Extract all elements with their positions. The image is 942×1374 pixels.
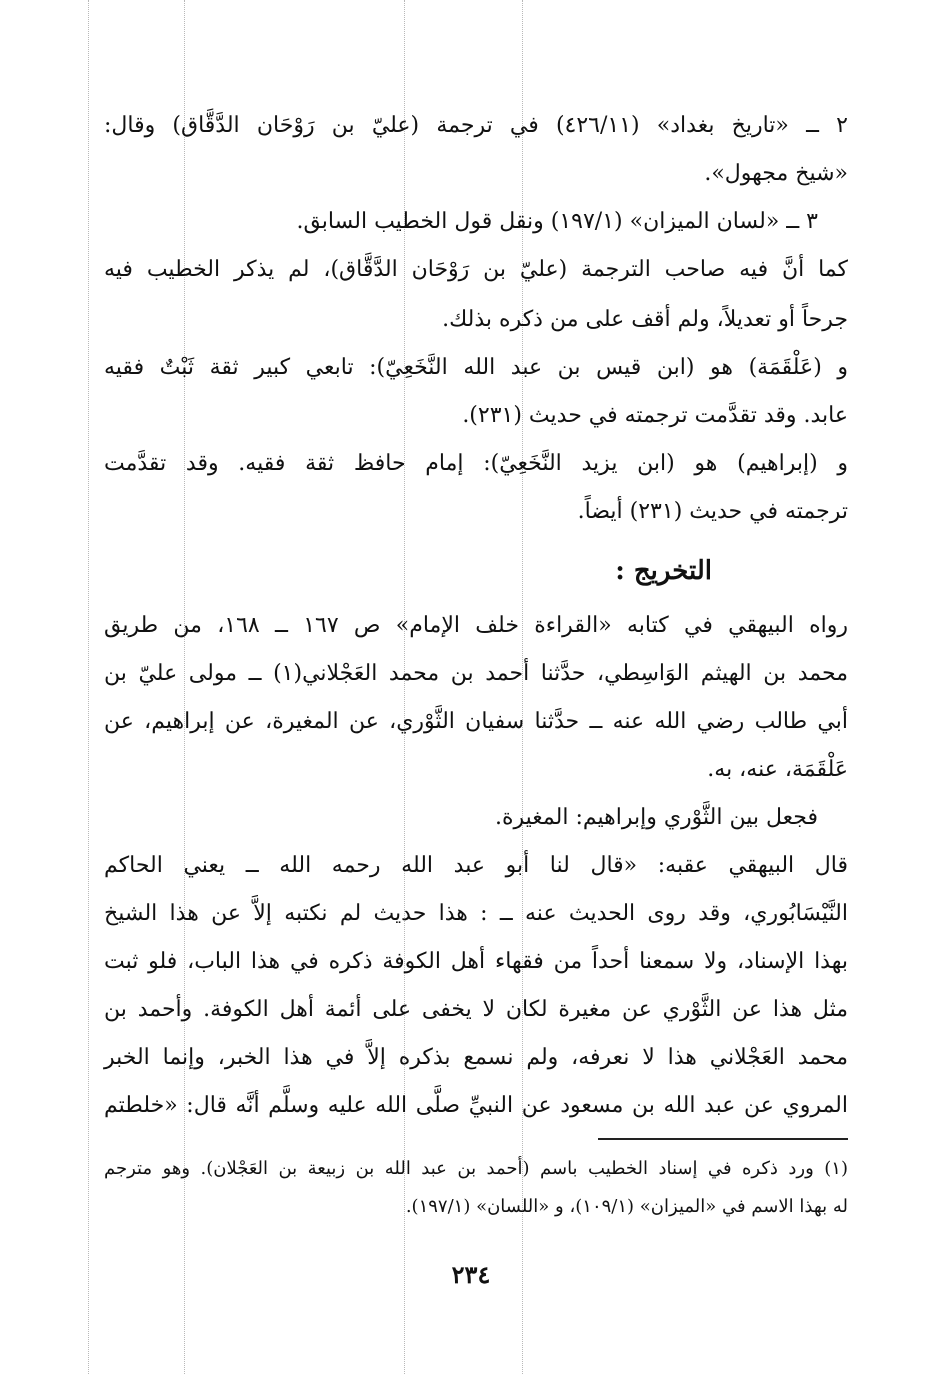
text-line: ٢ ــ «تاريخ بغداد» (٤٢٦/١١) في ترجمة (عليّ بن رَوْحَان الدَّقَّاق) وقال: xyxy=(104,113,848,138)
text-line: «شيخ مجهول». xyxy=(704,161,848,186)
text-line: فجعل بين الثَّوْري وإبراهيم: المغيرة. xyxy=(495,805,818,830)
text-line: جرحاً أو تعديلاً، ولم أقف على من ذكره بذلك. xyxy=(442,307,848,332)
text-line: ترجمته في حديث (٢٣١) أيضاً. xyxy=(577,499,848,524)
text-line: ٣ ــ «لسان الميزان» (١٩٧/١) ونقل قول الخطيب السابق. xyxy=(296,209,818,234)
footnote-divider xyxy=(598,1138,848,1140)
footnote-line: (١) ورد ذكره في إسناد الخطيب باسم (أحمد بن عبد الله بن زبيعة بن العَجْلان). وهو مترجم xyxy=(104,1158,848,1179)
footnote-line: له بهذا الاسم في «الميزان» (١٠٩/١)، و «اللسان» (١٩٧/١). xyxy=(405,1196,848,1217)
text-line: أبي طالب رضي الله عنه ــ حدَّثنا سفيان الثَّوْري، عن المغيرة، عن إبراهيم، عن xyxy=(104,709,848,734)
text-line: المروي عن عبد الله بن مسعود عن النبيِّ صلَّى الله عليه وسلَّم أنَّه قال: «خلطتم xyxy=(104,1093,848,1118)
text-line: و (عَلْقَمَة) هو (ابن قيس بن عبد الله النَّخَعِيّ): تابعي كبير ثقة ثَبْتٌ فقيه xyxy=(104,355,848,380)
text-line: محمد العَجْلاني هذا لا نعرفه، ولم نسمع بذكره إلاَّ في هذا الخبر، وإنما الخبر xyxy=(104,1045,848,1070)
text-line: النَّيْسَابُوري، وقد روى الحديث عنه ــ : هذا حديث لم نكتبه إلاَّ عن هذا الشيخ xyxy=(104,901,848,926)
scan-dotted-line xyxy=(88,0,89,1374)
section-heading: التخريج : xyxy=(615,556,712,586)
text-line: و (إبراهيم) هو (ابن يزيد النَّخَعِيّ): إمام حافظ ثقة فقيه. وقد تقدَّمت xyxy=(104,451,848,476)
text-line: بهذا الإسناد، ولا سمعنا أحداً من فقهاء أهل الكوفة ذكره في هذا الباب، فلو ثبت xyxy=(104,949,848,974)
text-line: كما أنَّ فيه صاحب الترجمة (عليّ بن رَوْحَان الدَّقَّاق)، لم يذكر الخطيب فيه xyxy=(104,257,848,282)
text-line: محمد بن الهيثم الوَاسِطي، حدَّثنا أحمد بن محمد العَجْلاني(١) ــ مولى عليّ بن xyxy=(104,661,848,686)
text-line: عابد. وقد تقدَّمت ترجمته في حديث (٢٣١). xyxy=(462,403,848,428)
page-number: ٢٣٤ xyxy=(451,1260,491,1289)
text-line: مثل هذا عن الثَّوْري عن مغيرة لكان لا يخفى على أئمة أهل الكوفة. وأحمد بن xyxy=(104,997,848,1022)
text-line: عَلْقَمَة، عنه، به. xyxy=(707,757,848,782)
text-line: رواه البيهقي في كتابه «القراءة خلف الإمام» ص ١٦٧ ــ ١٦٨، من طريق xyxy=(104,613,848,638)
text-line: قال البيهقي عقبه: «قال لنا أبو عبد الله رحمه الله ــ يعني الحاكم xyxy=(104,853,848,878)
